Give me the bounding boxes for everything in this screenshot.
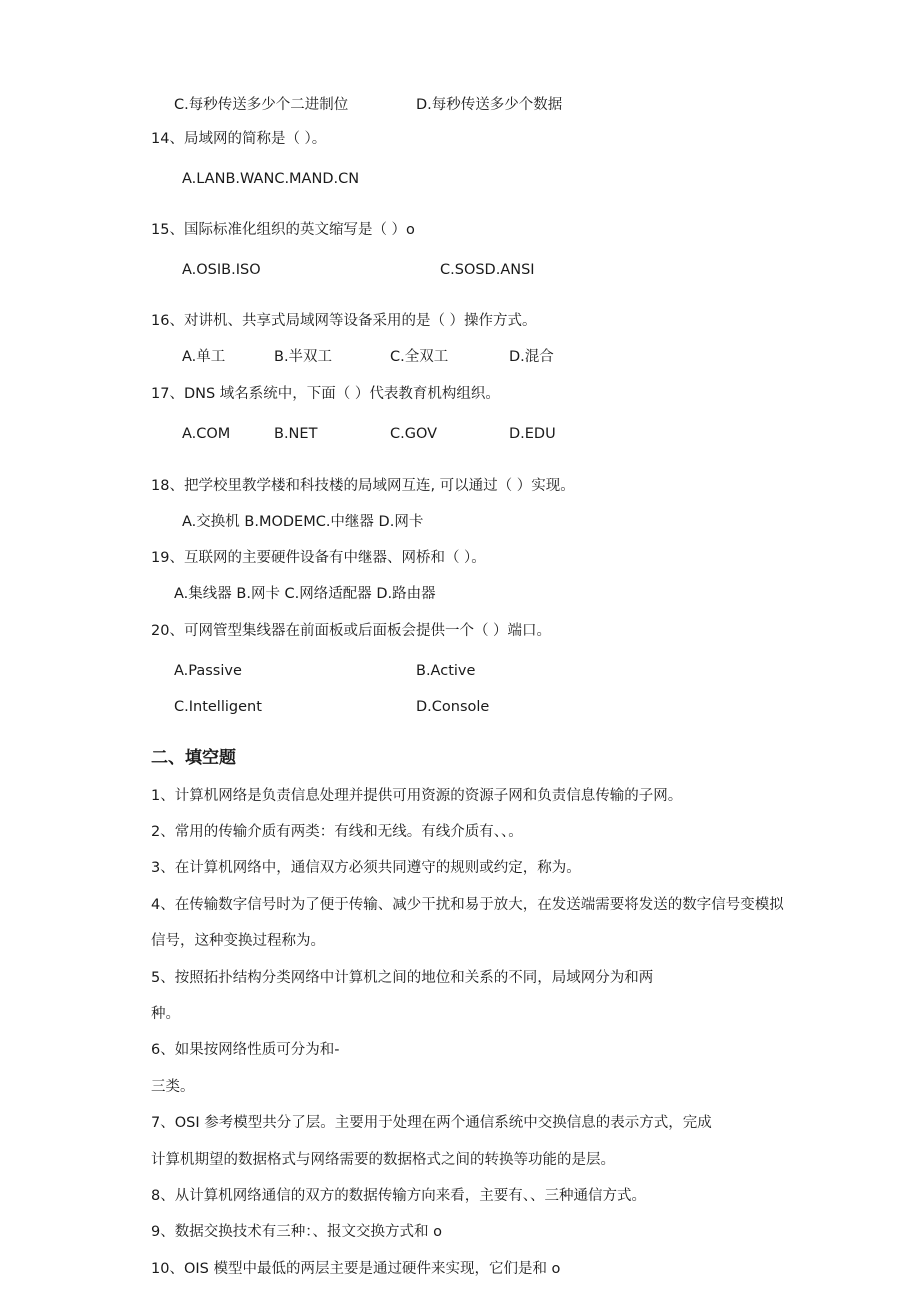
q20-option-d: D.Console <box>416 699 490 715</box>
q17-stem: 17、DNS 域名系统中，下面（ ）代表教育机构组织。 <box>151 386 500 402</box>
fill-4-line-2: 信号，这种变换过程称为。 <box>151 933 325 949</box>
q13-option-c: C.每秒传送多少个二进制位 <box>174 97 349 113</box>
q15-stem: 15、国际标准化组织的英文缩写是（ ）o <box>151 222 415 238</box>
section-title-fill-in: 二、填空题 <box>151 748 236 768</box>
fill-1: 1、计算机网络是负责信息处理并提供可用资源的资源子网和负责信息传输的子网。 <box>151 788 683 804</box>
fill-5-line-1: 5、按照拓扑结构分类网络中计算机之间的地位和关系的不同，局域网分为和两 <box>151 970 654 986</box>
q16-option-a: A.单工 <box>182 349 226 365</box>
q17-option-a: A.COM <box>182 426 231 442</box>
q14-options: A.LANB.WANC.MAND.CN <box>182 171 360 187</box>
fill-5-line-2: 种。 <box>151 1006 180 1022</box>
q16-stem: 16、对讲机、共享式局域网等设备采用的是（ ）操作方式。 <box>151 313 537 329</box>
q20-option-b: B.Active <box>416 663 476 679</box>
q20-stem: 20、可网管型集线器在前面板或后面板会提供一个（ ）端口。 <box>151 623 552 639</box>
fill-7-line-1: 7、OSI 参考模型共分了层。主要用于处理在两个通信系统中交换信息的表示方式，完成 <box>151 1115 712 1131</box>
q15-options-cd: C.SOSD.ANSI <box>440 262 535 278</box>
q17-option-c: C.GOV <box>390 426 438 442</box>
fill-2: 2、常用的传输介质有两类：有线和无线。有线介质有、、。 <box>151 824 523 840</box>
q13-option-d: D.每秒传送多少个数据 <box>416 97 563 113</box>
q20-option-a: A.Passive <box>174 663 242 679</box>
fill-10: 10、OIS 模型中最低的两层主要是通过硬件来实现，它们是和 o <box>151 1261 561 1277</box>
q17-option-b: B.NET <box>274 426 318 442</box>
q16-option-c: C.全双工 <box>390 349 449 365</box>
q19-options: A.集线器 B.网卡 C.网络适配器 D.路由器 <box>174 586 436 602</box>
fill-8: 8、从计算机网络通信的双方的数据传输方向来看，主要有、、三种通信方式。 <box>151 1188 646 1204</box>
fill-6-line-2: 三类。 <box>151 1079 195 1095</box>
q16-option-d: D.混合 <box>509 349 554 365</box>
fill-3: 3、在计算机网络中，通信双方必须共同遵守的规则或约定，称为。 <box>151 860 581 876</box>
q20-option-c: C.Intelligent <box>174 699 262 715</box>
q18-options: A.交换机 B.MODEMC.中继器 D.网卡 <box>182 514 424 530</box>
q18-stem: 18、把学校里教学楼和科技楼的局域网互连, 可以通过（ ）实现。 <box>151 478 575 494</box>
fill-9: 9、数据交换技术有三种：、报文交换方式和 o <box>151 1224 442 1240</box>
q19-stem: 19、互联网的主要硬件设备有中继器、网桥和（ ）。 <box>151 550 486 566</box>
q15-options-ab: A.OSIB.ISO <box>182 262 261 278</box>
fill-7-line-2: 计算机期望的数据格式与网络需要的数据格式之间的转换等功能的是层。 <box>151 1152 615 1168</box>
q16-option-b: B.半双工 <box>274 349 333 365</box>
q17-option-d: D.EDU <box>509 426 556 442</box>
q14-stem: 14、局域网的简称是（ ）。 <box>151 131 327 147</box>
fill-6-line-1: 6、如果按网络性质可分为和- <box>151 1042 340 1058</box>
fill-4-line-1: 4、在传输数字信号时为了便于传输、减少干扰和易于放大，在发送端需要将发送的数字信号变模拟 <box>151 897 784 913</box>
